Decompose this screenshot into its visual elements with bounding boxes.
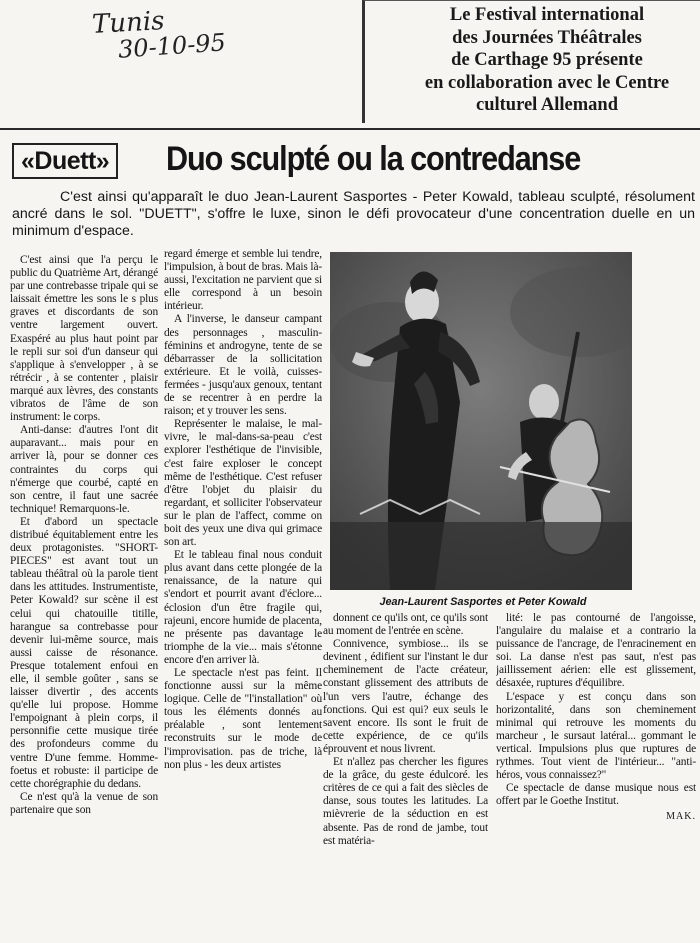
top-divider (0, 128, 700, 130)
paragraph: Anti-danse: d'autres l'ont dit auparavant... mais pour en arriver là, pour se donner ces contraintes du corps qui n'émerge que courbé, capté en son centre, il faut une sacrée technique! Remarquons-le. (10, 424, 158, 515)
paragraph: A l'inverse, le danseur campant des personnages , masculin-féminins et androgyne, tente de se débarrasser de la sollicitation extérieure. Et le voilà, cuisses-fermées - jusqu'aux genoux, tentant de se recentrer à en perdre la raison; et y trouver les sens. (164, 313, 322, 418)
paragraph: regard émerge et semble lui tendre, l'impulsion, à bout de bras. Mais là-aussi, l'excitation ne parvient que si elle correspond à un besoin intérieur. (164, 248, 322, 313)
performance-photo (330, 252, 632, 590)
paragraph: Et le tableau final nous conduit plus avant dans cette plongée de la renaissance, de la nature qui s'endort et pourrit avant d'éclore... éclosion d'un être fragile qui, rajeuni, encore humide de placenta, ne présente pas davantage le triomphe de la vie... mais s'étonne encore d'en arriver là. (164, 549, 322, 666)
paragraph: Et n'allez pas chercher les figures de la grâce, du geste édulcoré. les critères de ce qui a fait des siècles de danse, sous toutes les latitudes. La mièvrerie de la séduction en est absente. Pas de rond de jambe, tout est matéria- (323, 756, 488, 847)
paragraph: lité: le pas contourné de l'angoisse, l'angulaire du malaise et a contrario la puissance de l'ancrage, de l'enracinement en soi. La danse n'est pas saut, n'est pas jaillissement aérien: elle est glissement, désaxée, ruptures d'équilibre. (496, 612, 696, 690)
handwritten-date: 30-10-95 (117, 28, 227, 64)
article-column-4 (496, 612, 696, 943)
festival-line: Le Festival international (449, 5, 645, 25)
paragraph: C'est ainsi que l'a perçu le public du Quatrième Art, dérangé par une contrebasse tripale qui se laissait émettre les sons le s plus graves et discordants de son ventre largement ouvert. Exaspéré au plus haut point par le repli sur soi d'un danseur qui s'applique à s'envelopper , à se rétrécir , à se contenter , plaisir marqué aux lèvres, des constants vibratos de l'âme de son instrument: le corps. (10, 254, 158, 424)
paragraph: Représenter le malaise, le mal-vivre, le mal-dans-sa-peau c'est explorer l'esthétique de l'invisible, c'est faire exploser le concept même de l'esthétique. C'est refuser d'être l'objet du plaisir du regardant, et solliciter l'observateur sur le plan de l'affect, comme on boit des yeux une diva qui grimace son art. (164, 418, 322, 549)
festival-line: en collaboration avec le Centre (424, 72, 670, 93)
paragraph: Et d'abord un spectacle distribué équitablement entre les deux protagonistes. "SHORT-PIECES" est avant tout un tableau théâtral où la parole tient dans les attitudes. Instrumentiste, Peter Kowald? sur scène il est celui qui chatouille titille, harangue sa contrebasse pour devenir lui-même source, mais aussi caisse de résonance. Presque totalement enfoui en elle, il semble goûter , sans se laisser divertir , des accents qu'elle lui propose. Homme l'empoignant à plein corps, il personnifie cette musique tirée des profondeurs comme du ventre D'une femme. Homme-foetus et robuste: il participe de cette chorégraphie du dedans. (10, 515, 158, 790)
paragraph: L'espace y est conçu dans son horizontalité, dans son cheminement minimal qui retrouve les moments du marcheur , le sursaut latéral... gommant le vertical. Impulsions plus que ruptures de rythmes. Tout vient de l'intérieur... "anti-héros, vous connaissez?" (496, 690, 696, 782)
paragraph: Connivence, symbiose... ils se devinent , édifient sur l'instant le dur cheminement de l'acte créateur, constant glissement des attributs de l'un vers l'autre, échange des fonctions. Qui est qui? eux seuls le savent encore. Ils sont le fruit de cette expérience, de ce qu'ils éprouvent et nous livrent. (323, 638, 488, 755)
festival-line: des Journées Théâtrales (452, 27, 642, 48)
festival-line: de Carthage 95 présente (451, 50, 643, 70)
photo-caption: Jean-Laurent Sasportes et Peter Kowald (379, 596, 587, 608)
article-column-1 (10, 254, 158, 943)
paragraph: donnent ce qu'ils ont, ce qu'ils sont au moment de l'entrée en scène. (323, 612, 488, 638)
article-column-3 (323, 612, 488, 943)
article-lead: C'est ainsi qu'apparaît le duo Jean-Laurent Sasportes - Peter Kowald, tableau sculpté, résolument ancré dans le sol. "DUETT", s'offre le luxe, sinon le défi provocateur d'une concentration duelle en un minimum d'espace. (12, 189, 695, 239)
photo-illustration (330, 252, 632, 590)
handwritten-city: Tunis (91, 6, 166, 40)
paragraph: Le spectacle n'est pas feint. Il fonctionne aussi sur la même logique. Celle de "l'installation" où tous les éléments donnés au préalable , sont lentement reconstruits sur le mode de l'improvisation. pas de triche, là non plus - les deux artistes (164, 667, 322, 771)
article-headline: Duo sculpté ou la contredanse (166, 140, 581, 178)
festival-line: culturel Allemand (475, 95, 618, 115)
paragraph: Ce spectacle de danse musique nous est offert par le Goethe Institut. (496, 782, 696, 808)
article-column-2 (164, 248, 322, 943)
title-tag: «Duett» (12, 143, 118, 179)
festival-announcement (382, 4, 700, 117)
paragraph: Ce n'est qu'à la venue de son partenaire que son (10, 790, 158, 816)
author-signature: MAK. (666, 811, 696, 823)
